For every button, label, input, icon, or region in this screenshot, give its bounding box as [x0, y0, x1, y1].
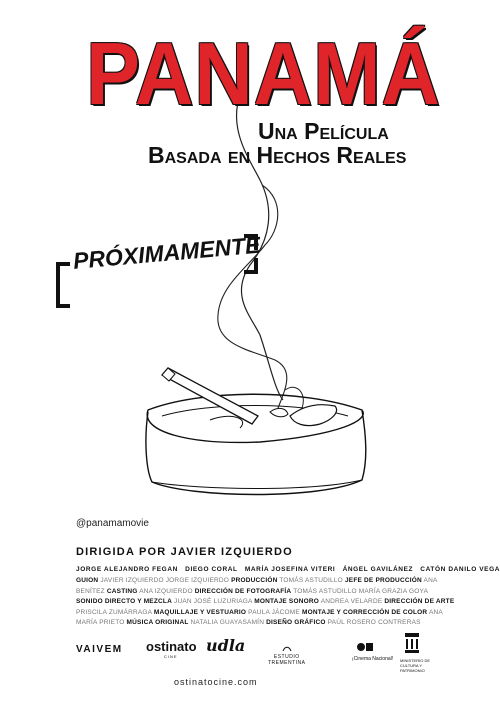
crew-names: NATALIA GUAYASAMÍN [190, 619, 265, 626]
crew-role: MONTAJE SONORO [254, 598, 320, 605]
udla-logo: udla [206, 636, 246, 655]
ministerio-logo: MINISTERIO DE CULTURA Y PATRIMONIO [400, 658, 431, 673]
cast-list [76, 566, 500, 573]
cigarette-right [290, 405, 337, 426]
cigarette-butt [210, 416, 243, 428]
cast-member: CATÓN DANILO VEGA [420, 566, 500, 573]
ash-pile [270, 408, 288, 416]
trementina-mark-icon [282, 645, 292, 653]
corner-bracket-left-bottom-icon [56, 292, 70, 308]
corner-bracket-left-icon [56, 262, 70, 292]
crew-names: ANDREA VELARDE [320, 598, 383, 605]
crew-names: PAULA JÁCOME [248, 608, 300, 616]
corner-bracket-right-bottom-icon [244, 258, 258, 274]
vaivem-logo: VAIVEM [76, 644, 123, 655]
crew-role: PRODUCCIÓN [231, 577, 278, 584]
cast-member: JORGE ALEJANDRO FEGAN [76, 566, 178, 573]
ministerio-crest-icon [404, 632, 420, 656]
crew-role: CASTING [106, 587, 138, 595]
crew-role: GUION [76, 577, 99, 584]
trementina-line-1: ESTUDIO [273, 654, 300, 660]
ashtray-body [146, 410, 366, 495]
crew-role: MAQUILLAJE Y VESTUARIO [153, 608, 247, 616]
tagline-line-2: Basada en Hechos Reales [148, 142, 407, 168]
coming-soon-block [44, 231, 264, 324]
crew-names: PAÚL ROSERO CONTRERAS [327, 619, 421, 626]
crew-names: TOMÁS ASTUDILLO MARÍA GRAZIA GOYA [293, 587, 428, 595]
crew-role: JEFE DE PRODUCCIÓN [344, 577, 422, 584]
trementina-line-2: TREMENTINA [268, 660, 306, 666]
ostinato-logo-sub: CINE [164, 654, 178, 659]
ostinato-logo: ostinato [146, 639, 197, 654]
cinema-nacional-logo: ¡Cinema Nacional! [352, 656, 394, 662]
website-link[interactable]: ostinatocine.com [174, 677, 258, 687]
crew-names: JAVIER IZQUIERDO JORGE IZQUIERDO [100, 577, 230, 584]
crew-names: ANA IZQUIERDO [139, 587, 193, 595]
cast-member: MARÍA JOSEFINA VITERI [244, 566, 336, 573]
cast-member: DIEGO CORAL [185, 566, 238, 573]
crew-role: MÚSICA ORIGINAL [126, 619, 189, 626]
corner-bracket-right-icon [244, 234, 258, 250]
coming-soon-label: PRÓXIMAMENTE [72, 231, 262, 274]
crew-role: DIRECCIÓN DE ARTE [384, 598, 455, 605]
crew-role: DIRECCIÓN DE FOTOGRAFÍA [194, 587, 292, 595]
trementina-logo [268, 645, 306, 666]
crew-names: JUAN JOSÉ LUZURIAGA [174, 598, 253, 605]
social-handle: @panamamovie [76, 518, 149, 529]
crew-credits [76, 576, 456, 629]
poster-title: PANAMÁ [86, 24, 441, 123]
crew-role: SONIDO DIRECTO Y MEZCLA [76, 598, 172, 605]
crew-role: DISEÑO GRÁFICO [266, 619, 326, 626]
crew-names: ANA BENÍTEZ [76, 577, 438, 595]
cinema-logo-icon [356, 640, 374, 654]
crew-names: ANA MARÍA PRIETO [76, 608, 443, 626]
cast-member: ÁNGEL GAVILÁNEZ [342, 566, 414, 573]
crew-role: MONTAJE Y CORRECCIÓN DE COLOR [301, 608, 428, 616]
tagline-line-1: Una Película [258, 118, 389, 144]
director-credit: DIRIGIDA POR JAVIER IZQUIERDO [76, 546, 293, 558]
ashtray-base [152, 480, 362, 489]
cigarette-left [162, 368, 258, 424]
crew-names: TOMÁS ASTUDILLO [279, 577, 343, 584]
crew-names: PRISCILA ZUMÁRRAGA [76, 608, 152, 616]
